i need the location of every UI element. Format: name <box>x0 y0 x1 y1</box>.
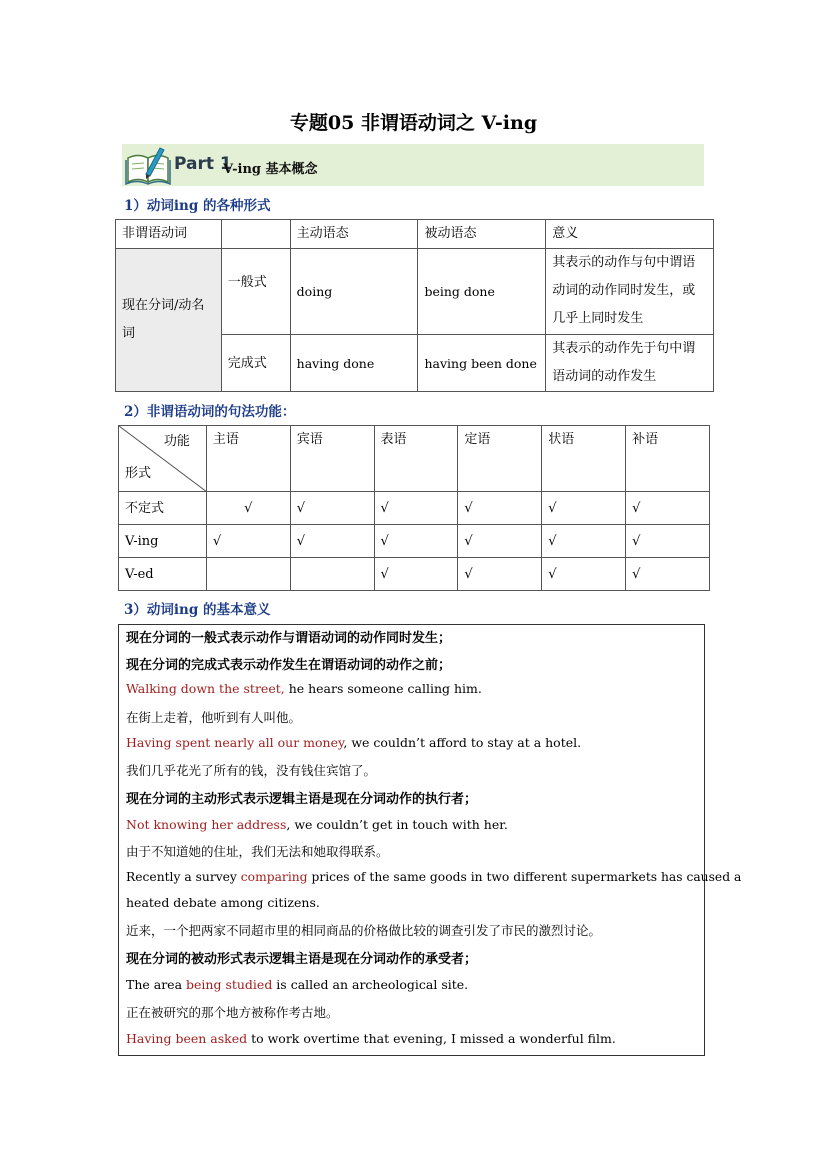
highlight-phrase: Not knowing her address <box>126 817 287 832</box>
row-label: 现在分词/动名词 <box>116 249 222 392</box>
sentence-rest: prices of the same goods in two different supermarkets has caused a <box>307 870 742 884</box>
check-cell: √ <box>374 525 458 558</box>
check-cell <box>290 558 374 591</box>
meaning-cell: 其表示的动作先于句中谓语动词的动作发生 <box>546 335 714 392</box>
highlight-phrase: Having spent nearly all our money <box>126 735 344 750</box>
section-banner <box>122 144 704 186</box>
functions-table <box>118 425 710 591</box>
section1-heading: 1）动词ing 的各种形式 <box>124 198 271 214</box>
function-header: 主语 <box>206 426 290 492</box>
function-header: 宾语 <box>290 426 374 492</box>
table-header-row <box>116 220 714 249</box>
example-translation: 近来，一个把两家不同超市里的相同商品的价格做比较的调查引发了市民的激烈讨论。 <box>126 923 602 938</box>
function-header: 状语 <box>542 426 626 492</box>
sentence-pre: Recently a survey <box>126 870 241 884</box>
active-cell: doing <box>290 249 418 335</box>
highlight-phrase: Having been asked <box>126 1031 248 1046</box>
form-label: 不定式 <box>119 492 207 525</box>
sentence-rest: he hears someone calling him. <box>284 681 482 696</box>
open-book-pencil-icon <box>124 144 172 186</box>
header-cell: 非谓语动词 <box>116 220 222 249</box>
check-cell: √ <box>206 525 290 558</box>
banner-subtitle: V-ing 基本概念 <box>223 162 318 177</box>
example-translation: 由于不知道她的住址，我们无法和她取得联系。 <box>126 844 389 859</box>
example-sentence <box>126 1031 616 1046</box>
example-translation: 在街上走着，他听到有人叫他。 <box>126 710 302 725</box>
table-row <box>119 558 710 591</box>
section3-heading: 3）动词ing 的基本意义 <box>124 602 271 618</box>
example-sentence <box>126 870 741 884</box>
meaning-cell: 其表示的动作与句中谓语动词的动作同时发生，或几乎上同时发生 <box>546 249 714 335</box>
check-cell: √ <box>542 492 626 525</box>
highlight-phrase: comparing <box>240 870 308 884</box>
check-cell: √ <box>626 492 710 525</box>
examples-box <box>118 624 742 1056</box>
function-header: 定语 <box>458 426 542 492</box>
rule-text: 现在分词的主动形式表示逻辑主语是现在分词动作的执行者； <box>126 792 478 807</box>
section2-heading: 2）非谓语动词的句法功能： <box>124 404 296 420</box>
example-sentence <box>126 681 482 696</box>
check-cell: √ <box>206 492 290 525</box>
header-cell <box>221 220 290 249</box>
highlight-phrase: Walking down the street, <box>126 681 285 696</box>
check-cell: √ <box>374 558 458 591</box>
table-header-row <box>119 426 710 492</box>
corner-bottom-label: 形式 <box>125 466 152 481</box>
form-label: V-ing <box>119 525 207 558</box>
form-cell: 一般式 <box>221 249 290 335</box>
example-sentence <box>126 735 581 750</box>
corner-top-label: 功能 <box>163 434 190 449</box>
highlight-phrase: being studied <box>186 977 273 992</box>
rule-text: 现在分词的一般式表示动作与谓语动词的动作同时发生； <box>126 631 452 646</box>
header-cell: 意义 <box>546 220 714 249</box>
sentence-rest: to work overtime that evening, I missed a wonderful film. <box>247 1031 616 1046</box>
rule-text: 现在分词的被动形式表示逻辑主语是现在分词动作的承受者； <box>126 952 478 967</box>
form-cell: 完成式 <box>221 335 290 392</box>
table-row <box>119 492 710 525</box>
example-translation: 我们几乎花光了所有的钱，没有钱住宾馆了。 <box>126 763 377 778</box>
header-cell: 被动语态 <box>418 220 546 249</box>
form-label: V-ed <box>119 558 207 591</box>
sentence-rest: , we couldn’t get in touch with her. <box>286 817 508 832</box>
table-row <box>116 249 714 335</box>
example-translation: 正在被研究的那个地方被称作考古地。 <box>126 1005 339 1020</box>
page-title: 专题05 非谓语动词之 V-ing <box>289 112 538 134</box>
active-cell: having done <box>290 335 418 392</box>
check-cell: √ <box>374 492 458 525</box>
header-cell: 主动语态 <box>290 220 418 249</box>
diagonal-corner-cell <box>119 426 207 492</box>
check-cell: √ <box>626 525 710 558</box>
passive-cell: being done <box>418 249 546 335</box>
example-sentence <box>126 817 508 832</box>
check-cell: √ <box>542 558 626 591</box>
check-cell <box>206 558 290 591</box>
check-cell: √ <box>458 492 542 525</box>
check-cell: √ <box>458 525 542 558</box>
function-header: 补语 <box>626 426 710 492</box>
forms-table <box>115 219 714 392</box>
example-sentence <box>126 977 468 992</box>
sentence-pre: The area <box>126 977 187 992</box>
sentence-rest: is called an archeological site. <box>272 977 469 992</box>
check-cell: √ <box>290 492 374 525</box>
banner-part-label: Part 1 <box>174 154 232 174</box>
table-row <box>119 525 710 558</box>
passive-cell: having been done <box>418 335 546 392</box>
sentence-rest: , we couldn’t afford to stay at a hotel. <box>343 735 582 750</box>
check-cell: √ <box>290 525 374 558</box>
check-cell: √ <box>626 558 710 591</box>
check-cell: √ <box>458 558 542 591</box>
rule-text: 现在分词的完成式表示动作发生在谓语动词的动作之前； <box>126 658 452 673</box>
example-sentence-cont: heated debate among citizens. <box>126 895 320 910</box>
function-header: 表语 <box>374 426 458 492</box>
check-cell: √ <box>542 525 626 558</box>
